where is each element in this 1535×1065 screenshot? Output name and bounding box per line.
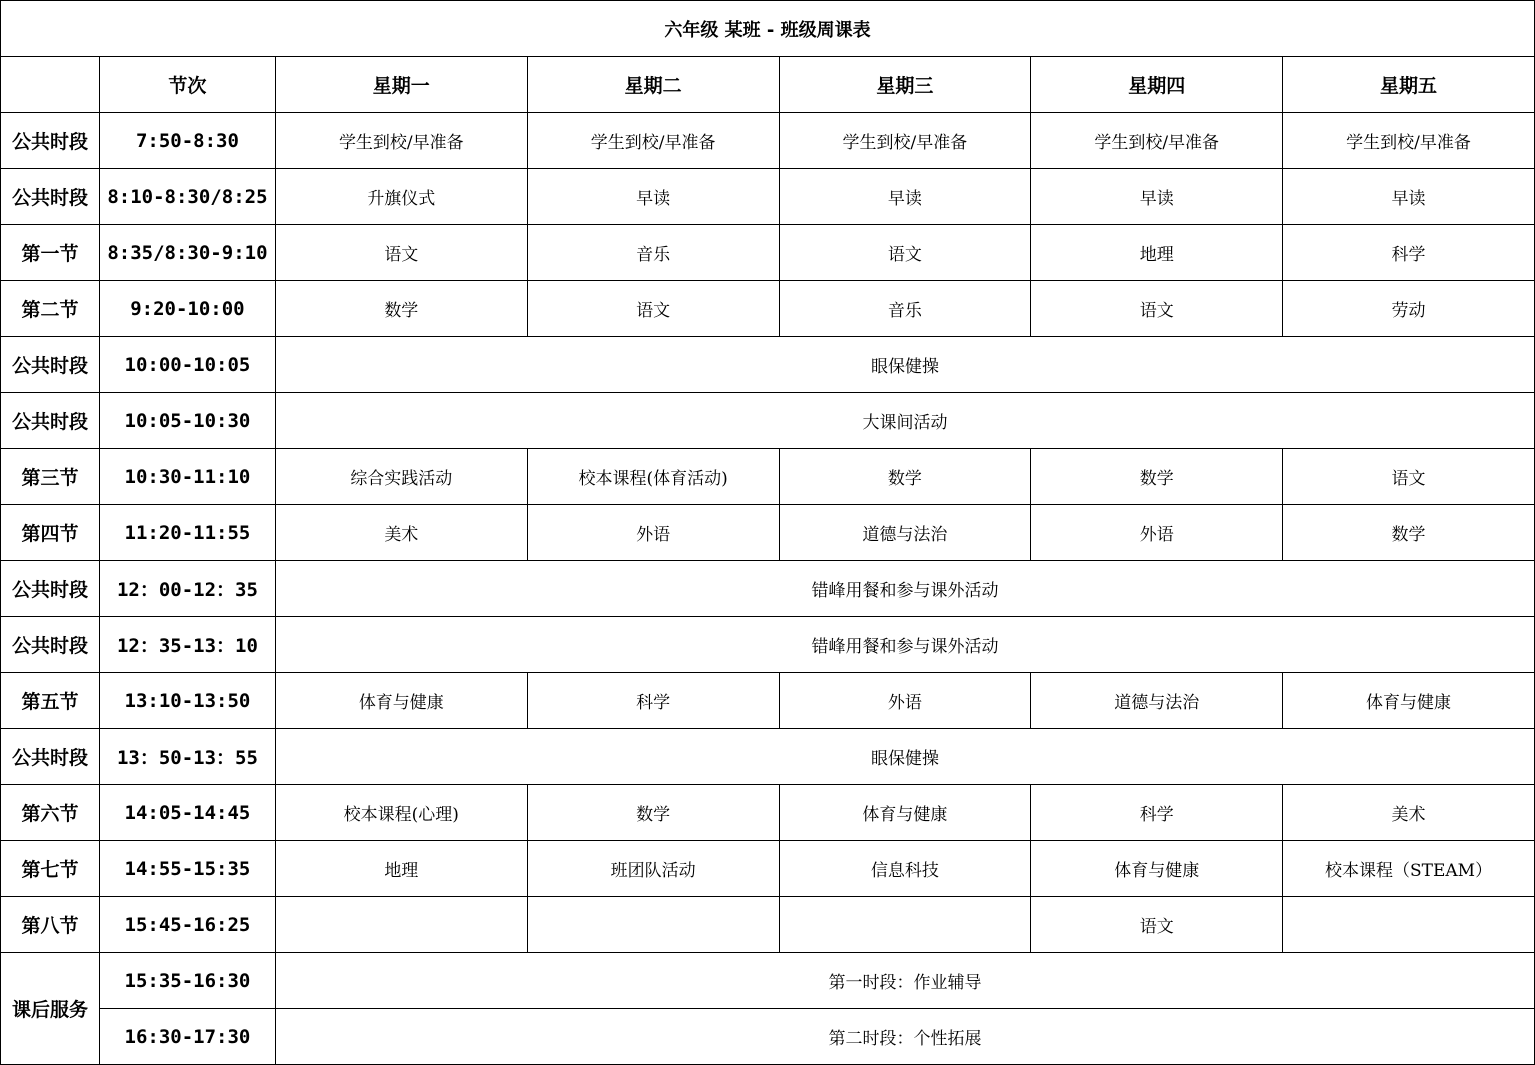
subject-cell: 体育与健康 [1283,673,1535,729]
period-time: 11:20-11:55 [99,505,275,561]
schedule-row [1,449,1535,505]
header-corner [1,57,100,113]
subject-cell: 道德与法治 [1031,673,1283,729]
period-time: 12：35-13：10 [99,617,275,673]
period-label: 第八节 [1,897,100,953]
subject-cell: 学生到校/早准备 [275,113,527,169]
subject-cell: 信息科技 [779,841,1031,897]
subject-cell: 校本课程(体育活动) [527,449,779,505]
period-time: 10:05-10:30 [99,393,275,449]
period-time: 10:00-10:05 [99,337,275,393]
header-row [1,57,1535,113]
schedule-row [1,897,1535,953]
subject-cell: 班团队活动 [527,841,779,897]
after-school-label: 课后服务 [1,953,100,1065]
period-label: 公共时段 [1,169,100,225]
after-school-time: 15:35-16:30 [99,953,275,1009]
subject-cell: 道德与法治 [779,505,1031,561]
schedule-row [1,561,1535,617]
schedule-row [1,281,1535,337]
header-day-mon: 星期一 [275,57,527,113]
subject-cell: 校本课程(心理) [275,785,527,841]
subject-cell: 外语 [1031,505,1283,561]
period-time: 14:55-15:35 [99,841,275,897]
period-label: 第四节 [1,505,100,561]
period-label: 公共时段 [1,113,100,169]
subject-cell [1283,897,1535,953]
subject-cell: 语文 [1031,281,1283,337]
subject-cell: 音乐 [779,281,1031,337]
schedule-row [1,113,1535,169]
period-time: 8:10-8:30/8:25 [99,169,275,225]
period-time: 14:05-14:45 [99,785,275,841]
period-time: 10:30-11:10 [99,449,275,505]
merged-activity-cell: 错峰用餐和参与课外活动 [275,561,1534,617]
period-label: 公共时段 [1,561,100,617]
subject-cell: 地理 [275,841,527,897]
schedule-row [1,169,1535,225]
header-day-tue: 星期二 [527,57,779,113]
period-label: 公共时段 [1,337,100,393]
subject-cell: 语文 [275,225,527,281]
period-time: 13：50-13：55 [99,729,275,785]
subject-cell [779,897,1031,953]
schedule-row [1,505,1535,561]
period-label: 第七节 [1,841,100,897]
subject-cell: 学生到校/早准备 [527,113,779,169]
header-day-wed: 星期三 [779,57,1031,113]
subject-cell: 美术 [275,505,527,561]
merged-activity-cell: 大课间活动 [275,393,1534,449]
subject-cell: 美术 [1283,785,1535,841]
subject-cell: 外语 [527,505,779,561]
subject-cell: 学生到校/早准备 [779,113,1031,169]
subject-cell: 数学 [275,281,527,337]
subject-cell: 校本课程（STEAM） [1283,841,1535,897]
subject-cell: 数学 [1031,449,1283,505]
subject-cell: 体育与健康 [779,785,1031,841]
subject-cell: 数学 [527,785,779,841]
subject-cell: 科学 [1283,225,1535,281]
subject-cell: 数学 [779,449,1031,505]
period-time: 12：00-12：35 [99,561,275,617]
schedule-row [1,393,1535,449]
subject-cell: 语文 [779,225,1031,281]
header-period: 节次 [99,57,275,113]
merged-activity-cell: 错峰用餐和参与课外活动 [275,617,1534,673]
period-label: 第二节 [1,281,100,337]
subject-cell: 早读 [779,169,1031,225]
after-school-time: 16:30-17:30 [99,1009,275,1065]
period-time: 13:10-13:50 [99,673,275,729]
period-label: 公共时段 [1,617,100,673]
schedule-row [1,673,1535,729]
subject-cell: 升旗仪式 [275,169,527,225]
schedule-row [1,785,1535,841]
schedule-row [1,841,1535,897]
title-row [1,1,1535,57]
subject-cell: 综合实践活动 [275,449,527,505]
subject-cell: 学生到校/早准备 [1283,113,1535,169]
subject-cell: 早读 [1283,169,1535,225]
period-time: 9:20-10:00 [99,281,275,337]
after-school-content: 第一时段：作业辅导 [275,953,1534,1009]
schedule-row [1,729,1535,785]
period-label: 第六节 [1,785,100,841]
subject-cell [275,897,527,953]
subject-cell: 外语 [779,673,1031,729]
subject-cell: 数学 [1283,505,1535,561]
period-time: 8:35/8:30-9:10 [99,225,275,281]
subject-cell: 劳动 [1283,281,1535,337]
subject-cell: 学生到校/早准备 [1031,113,1283,169]
period-time: 15:45-16:25 [99,897,275,953]
after-school-row [1,1009,1535,1065]
merged-activity-cell: 眼保健操 [275,729,1534,785]
subject-cell: 早读 [527,169,779,225]
subject-cell: 语文 [1031,897,1283,953]
period-label: 第三节 [1,449,100,505]
header-day-fri: 星期五 [1283,57,1535,113]
after-school-content: 第二时段：个性拓展 [275,1009,1534,1065]
period-label: 公共时段 [1,393,100,449]
period-label: 第五节 [1,673,100,729]
header-day-thu: 星期四 [1031,57,1283,113]
timetable-title: 六年级 某班 - 班级周课表 [1,1,1535,57]
subject-cell: 语文 [527,281,779,337]
period-label: 第一节 [1,225,100,281]
schedule-row [1,617,1535,673]
period-time: 7:50-8:30 [99,113,275,169]
schedule-row [1,225,1535,281]
subject-cell [527,897,779,953]
schedule-row [1,337,1535,393]
merged-activity-cell: 眼保健操 [275,337,1534,393]
subject-cell: 早读 [1031,169,1283,225]
subject-cell: 体育与健康 [275,673,527,729]
period-label: 公共时段 [1,729,100,785]
subject-cell: 科学 [527,673,779,729]
subject-cell: 音乐 [527,225,779,281]
after-school-row [1,953,1535,1009]
subject-cell: 语文 [1283,449,1535,505]
subject-cell: 体育与健康 [1031,841,1283,897]
subject-cell: 科学 [1031,785,1283,841]
subject-cell: 地理 [1031,225,1283,281]
